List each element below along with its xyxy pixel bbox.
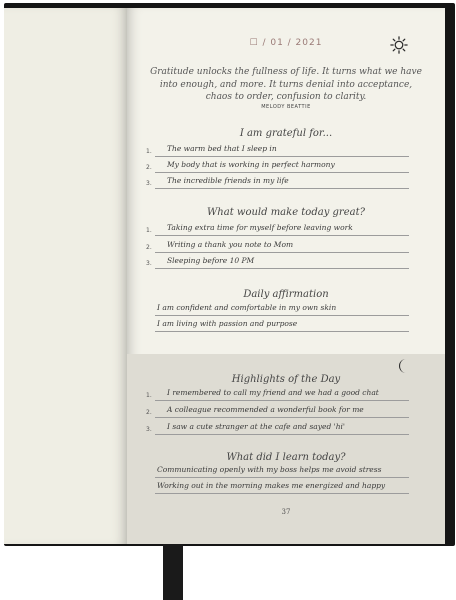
entry-number: 2. bbox=[146, 164, 152, 171]
left-page bbox=[4, 8, 127, 544]
heading-highlights: Highlights of the Day bbox=[231, 374, 341, 385]
affirmation-entry-2 bbox=[155, 319, 409, 332]
entry-text: My body that is working in perfect harmony bbox=[167, 160, 335, 169]
entry-number: 2. bbox=[146, 244, 152, 251]
great-entry-3 bbox=[146, 256, 409, 269]
highlight-entry-3 bbox=[146, 422, 409, 435]
great-entry-1 bbox=[146, 223, 409, 236]
entry-number: 1. bbox=[146, 148, 152, 155]
entry-text: Sleeping before 10 PM bbox=[167, 256, 255, 265]
entry-text: I am confident and comfortable in my own skin bbox=[157, 303, 337, 312]
heading-grateful: I am grateful for... bbox=[239, 128, 333, 139]
entry-text: A colleague recommended a wonderful book for me bbox=[167, 405, 364, 414]
grateful-entry-3 bbox=[146, 176, 409, 189]
entry-text: I remembered to call my friend and we had a good chat bbox=[167, 388, 379, 397]
heading-affirmation: Daily affirmation bbox=[243, 289, 329, 300]
entry-number: 3. bbox=[146, 260, 152, 267]
entry-text: I am living with passion and purpose bbox=[157, 319, 298, 328]
entry-text: Working out in the morning makes me energized and happy bbox=[157, 481, 386, 490]
entry-text: Communicating openly with my boss helps me avoid stress bbox=[157, 465, 382, 474]
heading-great-today: What would make today great? bbox=[207, 207, 365, 218]
entry-text: The warm bed that I sleep in bbox=[167, 144, 277, 153]
great-entry-2 bbox=[146, 240, 409, 253]
grateful-entry-2 bbox=[146, 160, 409, 173]
quote-author: MELODY BEATTIE bbox=[261, 104, 311, 110]
crescent-moon-icon bbox=[397, 358, 411, 374]
highlight-entry-2 bbox=[146, 405, 409, 418]
entry-text: Taking extra time for myself before leaving work bbox=[167, 223, 353, 232]
entry-number: 1. bbox=[146, 227, 152, 234]
heading-learned: What did I learn today? bbox=[226, 452, 346, 463]
entry-text: Writing a thank you note to Mom bbox=[167, 240, 294, 249]
date-field: ☐ / 01 / 2021 bbox=[249, 38, 323, 48]
entry-number: 1. bbox=[146, 392, 152, 399]
sun-icon bbox=[390, 36, 408, 54]
learned-entry-1 bbox=[155, 465, 409, 478]
entry-text: I saw a cute stranger at the cafe and sayed 'hi' bbox=[167, 422, 345, 431]
page-number: 37 bbox=[281, 508, 291, 516]
learned-entry-2 bbox=[155, 481, 409, 494]
entry-number: 2. bbox=[146, 409, 152, 416]
highlight-entry-1 bbox=[146, 388, 409, 401]
entry-text: The incredible friends in my life bbox=[167, 176, 289, 185]
entry-number: 3. bbox=[146, 426, 152, 433]
quote-text: Gratitude unlocks the fullness of life. It turns what we have into enough, and more. It turns denial into acceptance, chaos to order, confusion to clarity. bbox=[150, 67, 422, 102]
journal-page bbox=[127, 8, 445, 544]
entry-number: 3. bbox=[146, 180, 152, 187]
grateful-entry-1 bbox=[146, 144, 409, 157]
affirmation-entry-1 bbox=[155, 303, 409, 316]
